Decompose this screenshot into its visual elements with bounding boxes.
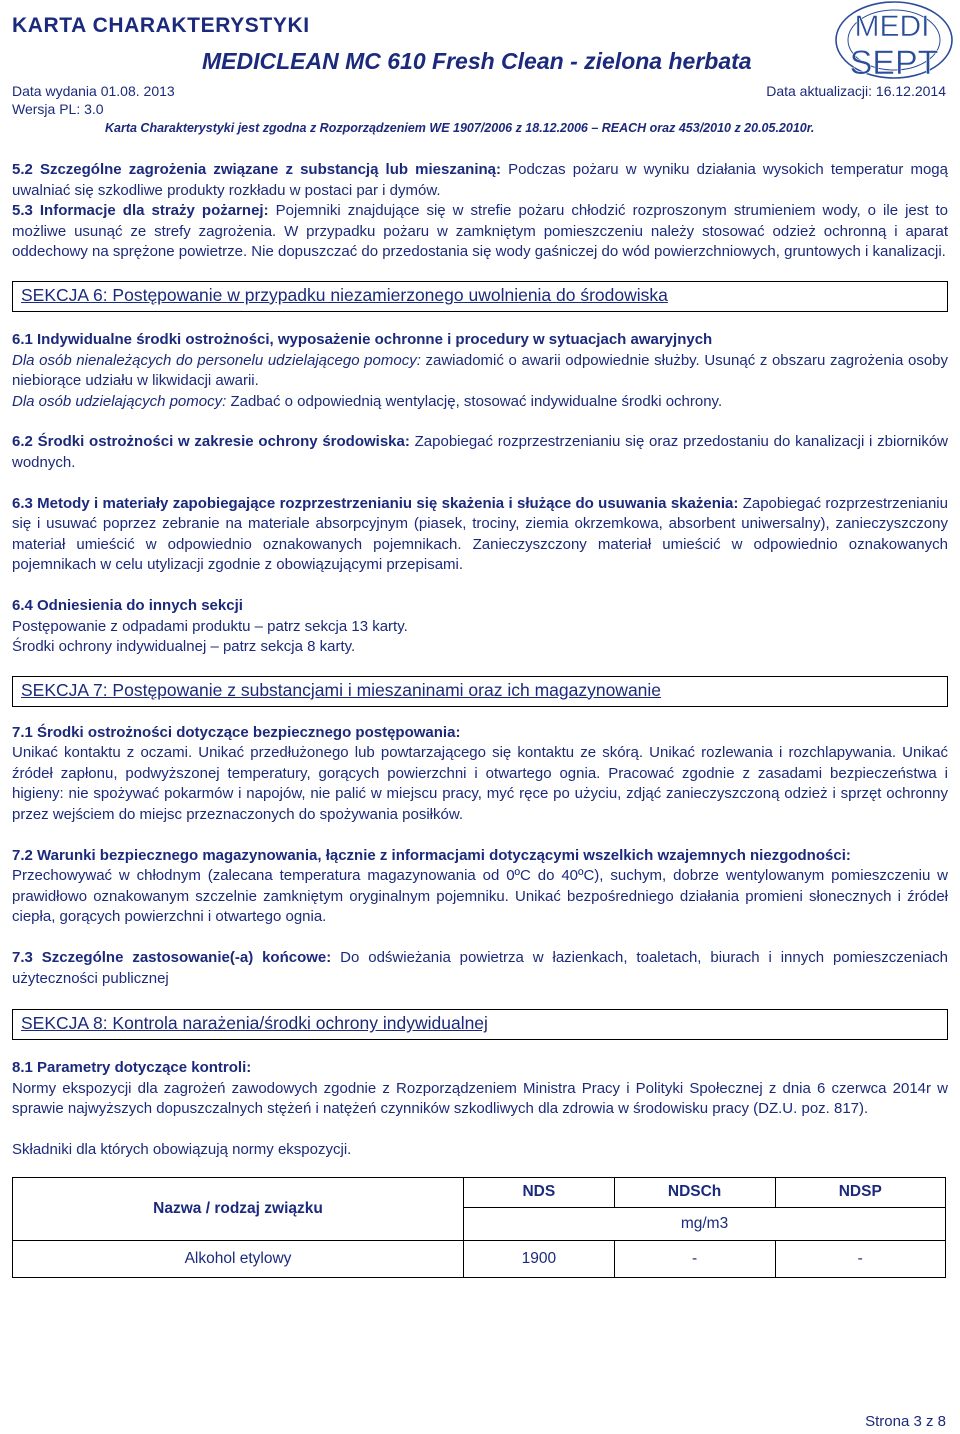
table-row [13, 1240, 946, 1277]
table-cell-name: Alkohol etylowy [13, 1240, 464, 1277]
issue-date: Data wydania 01.08. 2013 [12, 83, 175, 99]
document-header [0, 0, 960, 140]
product-name: MEDICLEAN MC 610 Fresh Clean - zielona herbata [202, 48, 752, 74]
section-5-3-label: 5.3 Informacje dla straży pożarnej: [12, 202, 269, 220]
section-6-3 [12, 494, 948, 576]
section-5-2 [12, 160, 948, 201]
section-6-3-text: Zapobiegać rozprzestrzenianiu się i usuwać poprzez zebranie na materiale absorpcyjnym (piasek, trociny, ziemia okrzemkowa, absorbent uniwersalny), zanieczyszczony materiał umieścić w odpowiednio oznakowanych pojemnikach. Zanieczyszczony materiał umieścić w odpowiednio oznakowanych pojemnikach w celu utylizacji zgodnie z obowiązującymi przepisami. [12, 494, 948, 574]
version: Wersja PL: 3.0 [12, 101, 104, 117]
section-6-2-label: 6.2 Środki ostrożności w zakresie ochrony środowiska: [12, 433, 410, 451]
section-6-4 [12, 596, 948, 658]
section-6-1-label: 6.1 Indywidualne środki ostrożności, wyposażenie ochronne i procedury w sytuacjach awaryjnych [12, 330, 713, 348]
table-header-ndsp: NDSP [775, 1177, 945, 1207]
section-6-1-a-label: Dla osób nienależących do personelu udzielającego pomocy: [12, 351, 421, 369]
table-header-nds: NDS [464, 1177, 615, 1207]
table-cell-ndsch: - [614, 1240, 775, 1277]
section-6-2-text: Zapobiegać rozprzestrzenianiu się oraz przedostaniu do kanalizacji i zbiorników wodnych. [12, 433, 949, 471]
compliance-note: Karta Charakterystyki jest zgodna z Rozporządzeniem WE 1907/2006 z 18.12.2006 – REACH oraz 453/2010 z 20.05.2010r. [105, 121, 815, 135]
section-7-3-text: Do odświeżania powietrza w łazienkach, toaletach, biurach i innych pomieszczeniach użyteczności publicznej [12, 949, 949, 987]
section-6-2 [12, 432, 948, 473]
table-header-unit: mg/m3 [464, 1207, 946, 1240]
update-date: Data aktualizacji: 16.12.2014 [766, 83, 946, 99]
section-6-1-a-text: zawiadomić o awarii odpowiednie służby. Usunąć z obszaru zagrożenia osoby niebiorące udziału w likwidacji awarii. [12, 351, 948, 390]
table-cell-ndsp: - [775, 1240, 945, 1277]
section-6-4-line-1: Postępowanie z odpadami produktu – patrz sekcja 13 karty. [12, 617, 408, 635]
section-6-1-b-label: Dla osób udzielających pomocy: [12, 392, 227, 410]
exposure-table [12, 1177, 946, 1278]
section-7-2 [12, 846, 948, 928]
section-8-1-text: Normy ekspozycji dla zagrożeń zawodowych zgodnie z Rozporządzeniem Ministra Pracy i Polityki Społecznej z dnia 6 czerwca 2014r w sprawie najwyższych dopuszczalnych stężeń i natężeń czynników szkodliwych dla zdrowia w środowisku pracy (DZ.U. poz. 817). [12, 1079, 948, 1118]
document-body [12, 160, 948, 1278]
section-7-2-text: Przechowywać w chłodnym (zalecana temperatura magazynowania od 0ºC do 40ºC), suchym, dobrze wentylowanym pomieszczeniu w prawidłowo oznakowanym szczelnie zamkniętym oryginalnym pojemniku. Unikać bezpośredniego działania promieni słonecznych i źródeł ciepła, gorących powierzchni i otwartego ognia. [12, 867, 948, 926]
table-header-ndsch: NDSCh [614, 1177, 775, 1207]
section-5-3-text-b: W przypadku pożaru w zamkniętym pomieszczeniu należy stosować odzież ochronną i aparat oddechowy na sprężone powietrze. Nie dopuszczać do przedostania się wody gaśniczej do wód powierzchniowych, gruntowych i kanalizacji. [12, 222, 948, 261]
section-6-4-line-2: Środki ochrony indywidualnej – patrz sekcja 8 karty. [12, 638, 356, 656]
section-5-2-label: 5.2 Szczególne zagrożenia związane z substancją lub mieszaniną: [12, 161, 501, 178]
section-7-2-label: 7.2 Warunki bezpiecznego magazynowania, łącznie z informacjami dotyczącymi wszelkich wzajemnych niezgodności: [12, 846, 851, 864]
components-note: Składniki dla których obowiązują normy ekspozycji. [12, 1141, 352, 1158]
section-8-1-label: 8.1 Parametry dotyczące kontroli: [12, 1059, 252, 1077]
section-7-3-label: 7.3 Szczególne zastosowanie(-a) końcowe: [12, 949, 332, 967]
section-8-heading: SEKCJA 8: Kontrola narażenia/środki ochrony indywidualnej [12, 1009, 948, 1040]
section-6-1-b-text: Zadbać o odpowiednią wentylację, stosować indywidualne środki ochrony. [226, 392, 723, 410]
section-6-4-label: 6.4 Odniesienia do innych sekcji [12, 596, 243, 614]
medisept-logo [824, 0, 956, 82]
section-7-heading: SEKCJA 7: Postępowanie z substancjami i mieszaninami oraz ich magazynowanie [12, 676, 948, 707]
section-6-heading: SEKCJA 6: Postępowanie w przypadku niezamierzonego uwolnienia do środowiska [12, 281, 948, 312]
svg-text:SEPT: SEPT [849, 44, 939, 82]
section-7-1-text: Unikać kontaktu z oczami. Unikać przedłużonego lub powtarzającego się kontaktu ze skórą. Unikać rozlewania i rozchlapywania. Unikać źródeł zapłonu, podwyższonej temperatury, gorących powierzchni i otwartego ognia. Pracować zgodnie z zasadami bezpieczeństwa i higieny: nie spożywać pokarmów i napojów, nie palić w miejscu pracy, myć ręce po użyciu, zdjąć zanieczyszczoną odzież i sprzęt ochronny przez wejściem do miejsc przeznaczonych do spożywania posiłków. [12, 744, 948, 824]
page-number: Strona 3 z 8 [865, 1413, 946, 1430]
section-7-1 [12, 723, 948, 826]
svg-text:MEDI: MEDI [854, 10, 930, 43]
section-8-1 [12, 1058, 948, 1120]
section-5-2-text: Podczas pożaru w wyniku działania wysokich temperatur mogą uwalniać się szkodliwe produkty rozkładu w postaci par i dymów. [12, 161, 948, 199]
table-cell-nds: 1900 [464, 1240, 615, 1277]
section-5-3-text-a: Pojemniki znajdujące się w strefie pożaru chłodzić rozproszonym strumieniem wody, o ile jest to możliwe usunąć ze strefy zagrożenia. [12, 202, 948, 240]
section-6-3-label: 6.3 Metody i materiały zapobiegające rozprzestrzenianiu się skażenia i służące do usuwania skażenia: [12, 494, 739, 512]
section-6-1 [12, 330, 948, 412]
document-title: KARTA CHARAKTERYSTYKI [12, 14, 310, 37]
section-7-1-label: 7.1 Środki ostrożności dotyczące bezpiecznego postępowania: [12, 723, 461, 741]
section-5-3 [12, 201, 948, 263]
table-header-name: Nazwa / rodzaj związku [13, 1177, 464, 1240]
section-7-3 [12, 948, 948, 989]
